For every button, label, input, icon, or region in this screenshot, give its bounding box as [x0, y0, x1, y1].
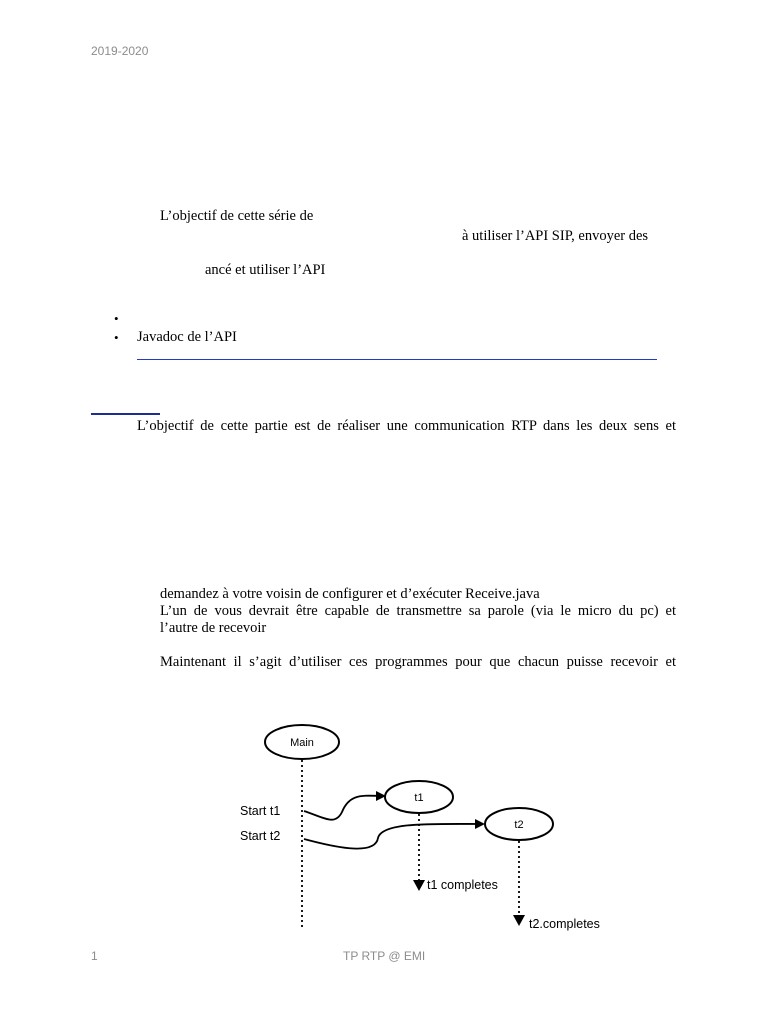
t1-node-label: t1: [414, 792, 424, 804]
bullet-1-marker: •: [114, 311, 119, 326]
footer-page-number: 1: [91, 949, 98, 963]
footer-center-text: TP RTP @ EMI: [343, 949, 426, 963]
main-node-label: Main: [290, 737, 314, 749]
t1-end-arrowhead: [413, 880, 425, 891]
instruction-line-4: Maintenant il s’agit d’utiliser ces programmes pour que chacun puisse recevoir et: [160, 654, 676, 670]
start-t2-label: Start t2: [240, 829, 281, 843]
start-t1-arrow: [304, 796, 384, 820]
instruction-line-3: l’autre de recevoir: [160, 620, 267, 636]
instruction-line-1: demandez à votre voisin de configurer et d’exécuter Receive.java: [160, 586, 540, 602]
instruction-line-2: L’un de vous devrait être capable de transmettre sa parole (via le micro du pc) et: [160, 603, 676, 619]
t1-completes-label: t1 completes: [427, 878, 498, 892]
t2-completes-label: t2.completes: [529, 917, 600, 931]
start-t1-label: Start t1: [240, 804, 281, 818]
bullet-2-marker: •: [114, 330, 119, 345]
intro-line-1: L’objectif de cette série de: [160, 208, 314, 224]
t2-node-label: t2: [514, 819, 524, 831]
resource-item-javadoc[interactable]: Javadoc de l’API: [137, 329, 237, 345]
intro-line-3: ancé et utiliser l’API: [205, 262, 326, 278]
t2-end-arrowhead: [513, 915, 525, 926]
header-year: 2019-2020: [91, 44, 149, 58]
start-t2-arrow: [304, 824, 483, 849]
intro-line-2: à utiliser l’API SIP, envoyer des: [462, 228, 649, 244]
part-line-1: L’objectif de cette partie est de réaliser une communication RTP dans les deux sens et: [137, 418, 676, 434]
